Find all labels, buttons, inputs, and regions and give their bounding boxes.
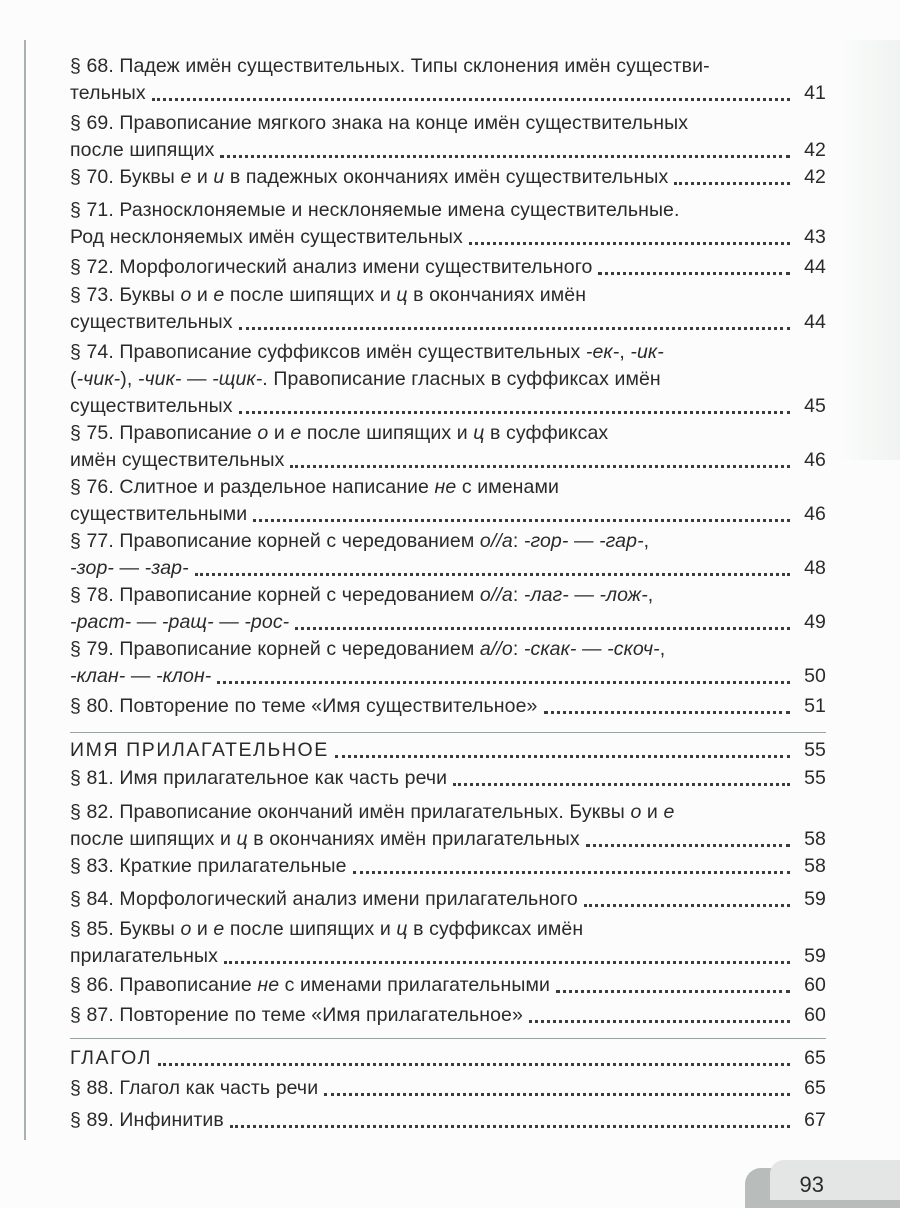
toc-entry [70,254,826,281]
toc-entry [70,582,826,636]
dot-leader [598,272,790,275]
toc-page-number: 43 [804,226,826,248]
toc-entry-text: § 68. Падеж имён существительных. Типы склонения имён существи- [70,55,710,77]
toc-entry-text: § 75. Правописание о и е после шипящих и ц в суффиксах [70,422,609,444]
dot-leader [529,1020,790,1023]
toc-entry [70,420,826,474]
section-divider [70,732,826,733]
toc-entry-text: существительными [70,503,248,525]
toc-entry-text: имён существительных [70,449,285,471]
toc-entry [70,765,826,792]
toc-entry [70,972,826,999]
toc-page-number: 55 [804,739,826,761]
toc-entry-text: § 80. Повторение по теме «Имя существительное» [70,695,538,717]
dot-leader [674,182,790,185]
toc-entry [70,853,826,880]
dot-leader [295,627,790,630]
toc-entry-text: § 72. Морфологический анализ имени существительного [70,256,593,278]
toc-section-heading [70,1045,826,1072]
dot-leader [556,990,790,993]
toc-entry-text: после шипящих [70,139,215,161]
toc-entry-text: -раст- — -ращ- — -рос- [70,611,290,633]
toc-entry [70,339,826,420]
toc-entry-text: § 88. Глагол как часть речи [70,1077,319,1099]
toc-entry [70,799,826,853]
toc-entry-text: § 69. Правописание мягкого знака на конце имён существительных [70,112,689,134]
toc-entry-text: -зор- — -зар- [70,557,189,579]
dot-leader [158,1063,790,1066]
toc-page-number: 65 [804,1047,826,1069]
toc-page-number: 46 [804,449,826,471]
toc-page-number: 51 [804,695,826,717]
toc-entry-text: § 70. Буквы е и и в падежных окончаниях имён существительных [70,166,669,188]
toc-page-number: 49 [804,611,826,633]
toc-entry [70,528,826,582]
toc-entry [70,197,826,251]
toc-entry-text: ГЛАГОЛ [70,1047,153,1069]
toc-page-number: 42 [804,139,826,161]
toc-page-number: 45 [804,395,826,417]
toc-page-number: 58 [804,855,826,877]
toc-entry [70,693,826,720]
dot-leader [324,1093,790,1096]
dot-leader [453,783,790,786]
toc-page-number: 67 [804,1109,826,1131]
toc-entry [70,1107,826,1134]
toc-entry-text: § 83. Краткие прилагательные [70,855,347,877]
bleed-through-shadow [840,40,900,460]
dot-leader [220,155,790,158]
toc-section-heading [70,737,826,764]
toc-entry-text: § 76. Слитное и раздельное написание не с именами [70,476,559,498]
toc-entry-text: § 78. Правописание корней с чередованием о//а: -лаг- — -лож-, [70,584,654,606]
dot-leader [217,681,790,684]
toc-entry [70,282,826,336]
dot-leader [335,755,790,758]
toc-entry [70,164,826,191]
toc-entry-text: § 87. Повторение по теме «Имя прилагательное» [70,1004,523,1026]
toc-entry-text: § 79. Правописание корней с чередованием а//о: -скак- — -скоч-, [70,638,666,660]
toc-entry-text: § 82. Правописание окончаний имён прилагательных. Буквы о и е [70,801,675,823]
toc-page-number: 58 [804,828,826,850]
page-number: 93 [799,1172,824,1197]
toc-entry-text: тельных [70,82,146,104]
toc-entry [70,916,826,970]
dot-leader [544,711,791,714]
toc-page-number: 60 [804,974,826,996]
toc-entry [70,53,826,107]
dot-leader [239,411,790,414]
section-divider [70,1038,826,1039]
toc-page-number: 46 [804,503,826,525]
toc-entry-text: § 89. Инфинитив [70,1109,224,1131]
toc-page-number: 48 [804,557,826,579]
toc-entry-text: ИМЯ ПРИЛАГАТЕЛЬНОЕ [70,739,329,761]
dot-leader [195,573,790,576]
toc-entry-text: существительных [70,395,233,417]
dot-leader [353,871,790,874]
toc-page-number: 65 [804,1077,826,1099]
toc-page-number: 41 [804,82,826,104]
dot-leader [584,904,790,907]
toc-page-number: 59 [804,888,826,910]
toc-entry-text: Род несклоняемых имён существительных [70,226,463,248]
toc-entry [70,886,826,913]
toc-entry-text: § 73. Буквы о и е после шипящих и ц в окончаниях имён [70,284,587,306]
toc-entry [70,1002,826,1029]
toc-entry-text: § 71. Разносклоняемые и несклоняемые имена существительные. [70,199,680,221]
toc-entry [70,1075,826,1102]
toc-entry [70,110,826,164]
toc-page-number: 59 [804,945,826,967]
toc-page-number: 44 [804,311,826,333]
toc-entry [70,636,826,690]
toc-entry-text: -клан- — -клон- [70,665,212,687]
dot-leader [469,242,790,245]
dot-leader [253,519,790,522]
dot-leader [290,465,790,468]
dot-leader [239,327,790,330]
toc-entry-text: § 74. Правописание суффиксов имён существительных -ек-, -ик- [70,341,664,363]
toc-entry-text: § 85. Буквы о и е после шипящих и ц в суффиксах имён [70,918,584,940]
toc-entry [70,474,826,528]
toc-entry-text: § 77. Правописание корней с чередованием о//а: -гор- — -гар-, [70,530,650,552]
toc-entry-text: прилагательных [70,945,219,967]
toc-page-number: 55 [804,767,826,789]
toc-page-number: 50 [804,665,826,687]
toc-page-number: 44 [804,256,826,278]
toc-entry-text: § 81. Имя прилагательное как часть речи [70,767,448,789]
toc-entry-text: § 84. Морфологический анализ имени прилагательного [70,888,578,910]
dot-leader [224,961,790,964]
toc-page-number: 42 [804,166,826,188]
dot-leader [230,1125,790,1128]
toc-page-number: 60 [804,1004,826,1026]
toc-entry-text: § 86. Правописание не с именами прилагательными [70,974,550,996]
dot-leader [586,844,790,847]
page-edge-line [24,40,26,1140]
toc-entry-text: существительных [70,311,233,333]
toc-entry-text: (-чик-), -чик- — -щик-. Правописание гласных в суффиксах имён [70,368,661,390]
toc-entry-text: после шипящих и ц в окончаниях имён прилагательных [70,828,580,850]
dot-leader [152,98,790,101]
